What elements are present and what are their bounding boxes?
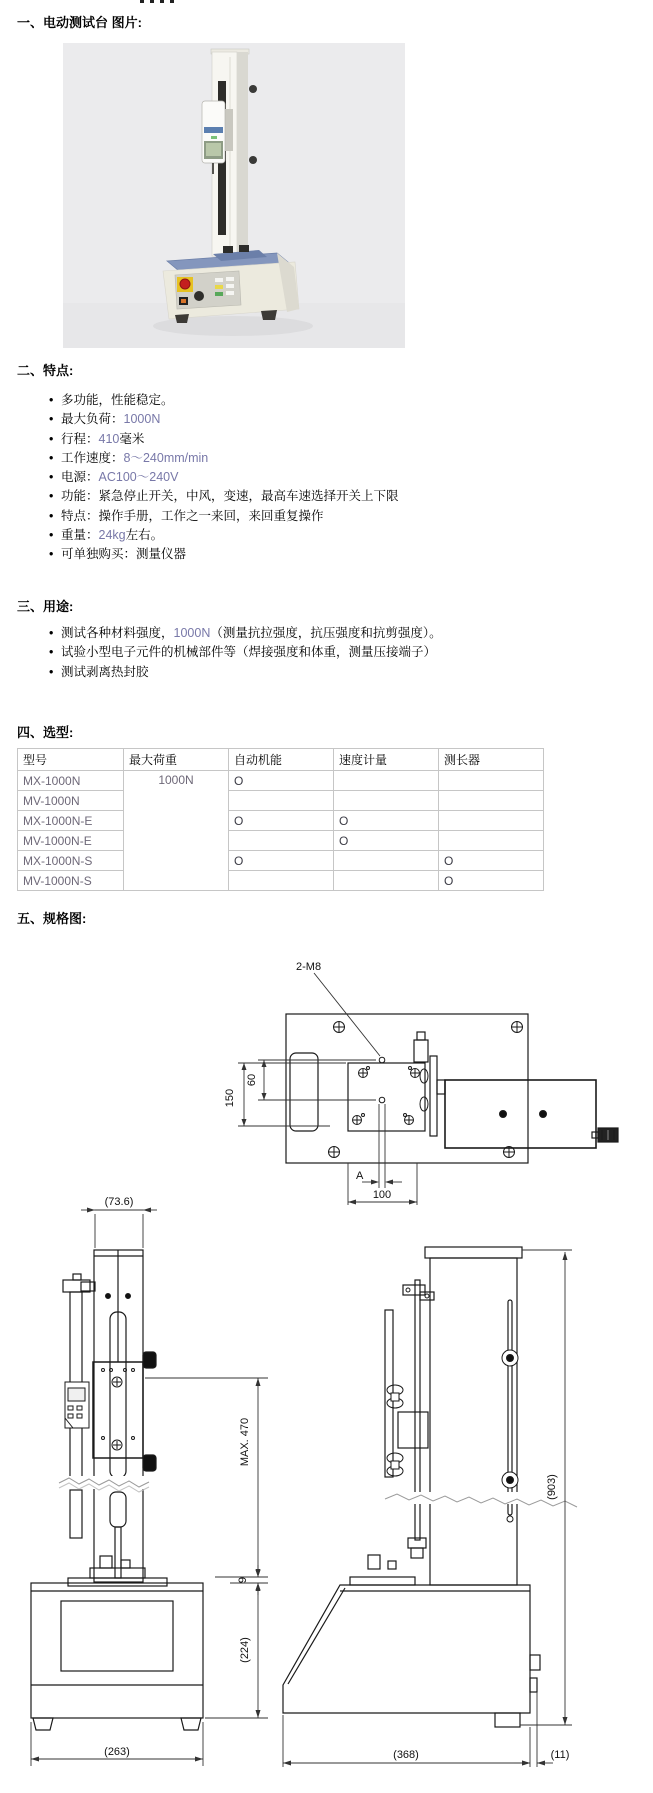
col-header-max-load: 最大荷重 <box>124 749 229 771</box>
table-row: MX-1000N 1000N O <box>18 771 544 791</box>
list-item: • 多功能，性能稳定。 <box>49 391 399 410</box>
list-item: • 特点：操作手册，工作之一来回，来回重复操作 <box>49 507 399 526</box>
list-item: • 功能：紧急停止开关，中风，变速，最高车速选择开关上下限 <box>49 487 399 506</box>
dim-label-150: 150 <box>224 1088 236 1108</box>
dim-label-9: 9 <box>237 1576 249 1584</box>
table-row: MX-1000N-E O O <box>18 811 544 831</box>
dim-label-263: (263) <box>104 1746 130 1758</box>
uses-list <box>49 624 442 682</box>
features-list <box>49 391 399 565</box>
spec-drawing-top-view <box>218 952 623 1207</box>
dim-label-max470: MAX. 470 <box>239 1417 251 1467</box>
list-item: • 可单独购买：测量仪器 <box>49 545 399 564</box>
table-row: MV-1000N-E O <box>18 831 544 851</box>
table-row: MX-1000N-S O O <box>18 851 544 871</box>
list-item: • 重量：24kg左右。 <box>49 526 399 545</box>
dim-label-368: (368) <box>393 1749 419 1761</box>
spec-drawing-front-view <box>15 1192 280 1772</box>
list-item: • 电源：AC100〜240V <box>49 468 399 487</box>
table-row: MV-1000N <box>18 791 544 811</box>
col-header-length-meter: 测长器 <box>439 749 544 771</box>
dim-label-a: A <box>356 1170 364 1182</box>
section-3-heading: 三、用途: <box>17 599 74 614</box>
max-load-cell: 1000N <box>124 771 229 891</box>
dim-label-100: 100 <box>372 1189 392 1201</box>
list-item: • 行程：410毫米 <box>49 430 399 449</box>
product-photo <box>63 43 405 348</box>
dim-label-60: 60 <box>246 1073 258 1087</box>
section-5-heading: 五、规格图: <box>17 911 87 926</box>
list-item: • 测试各种材料强度，1000N（测量抗拉强度，抗压强度和抗剪强度）。 <box>49 624 442 643</box>
clipped-text-fragment <box>140 0 180 3</box>
dim-label-73-6: (73.6) <box>104 1196 134 1208</box>
list-item: • 最大负荷：1000N <box>49 410 399 429</box>
list-item: • 试验小型电子元件的机械部件等（焊接强度和体重，测量压接端子） <box>49 643 442 662</box>
test-stand-photo-illustration <box>63 43 405 348</box>
dim-label-903: (903) <box>546 1474 558 1500</box>
spec-drawing-side-view <box>270 1192 653 1793</box>
model-selection-table <box>17 748 544 891</box>
dim-label-224: (224) <box>239 1637 251 1663</box>
m8-hole <box>379 1097 385 1103</box>
section-4-heading: 四、选型: <box>17 725 74 740</box>
col-header-speed-meter: 速度计量 <box>334 749 439 771</box>
col-header-auto-function: 自动机能 <box>229 749 334 771</box>
col-header-model: 型号 <box>18 749 124 771</box>
emergency-stop-button <box>177 277 193 292</box>
table-header-row <box>18 749 544 771</box>
section-1-heading: 一、电动测试台 图片: <box>17 15 142 30</box>
list-item: • 工作速度：8〜240mm/min <box>49 449 399 468</box>
list-item: • 测试剥离热封胶 <box>49 663 442 682</box>
digital-scale-readout <box>65 1382 89 1428</box>
table-row: MV-1000N-S O <box>18 871 544 891</box>
dim-label-11: (11) <box>550 1749 570 1761</box>
dim-label-2m8: 2-M8 <box>296 961 322 973</box>
m8-hole <box>379 1057 385 1063</box>
section-2-heading: 二、特点: <box>17 363 74 378</box>
